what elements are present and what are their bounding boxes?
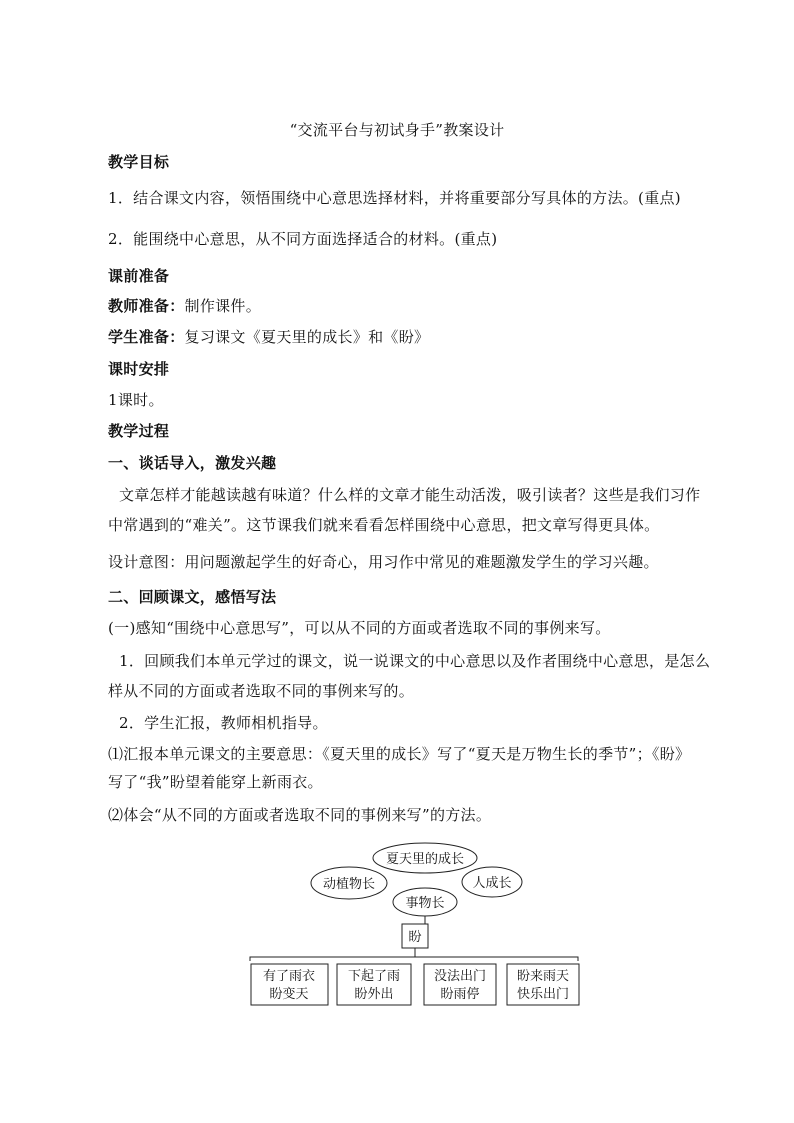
box-3-line2: 盼雨停: [440, 987, 480, 1002]
oval-right-label: 人成长: [472, 876, 512, 891]
part2-item1-line1: 1．回顾我们本单元学过的课文，说一说课文的中心意思以及作者围绕中心意思，是怎么: [119, 652, 711, 670]
goal-2: 2．能围绕中心意思，从不同方面选择适合的材料。(重点): [108, 230, 498, 248]
part2-item2: 2．学生汇报，教师相机指导。: [119, 714, 328, 732]
teacher-prep-text: 制作课件。: [184, 297, 262, 315]
part2-item1-line2: 样从不同的方面或者选取不同的事例来写的。: [108, 682, 415, 700]
part2-sub1: (一)感知“围绕中心意思写”，可以从不同的方面或者选取不同的事例来写。: [108, 619, 611, 637]
goal-1: 1．结合课文内容，领悟围绕中心意思选择材料，并将重要部分写具体的方法。(重点): [108, 189, 681, 207]
student-prep-text: 复习课文《夏天里的成长》和《盼》: [184, 328, 430, 346]
student-prep-label: 学生准备：: [108, 328, 185, 346]
schedule-heading: 课时安排: [108, 360, 170, 378]
process-heading: 教学过程: [108, 422, 170, 440]
part2-point2: ⑵体会“从不同的方面或者选取不同的事例来写”的方法。: [108, 806, 492, 824]
page-title: “交流平台与初试身手”教案设计: [289, 121, 505, 139]
box-3-line1: 没法出门: [433, 969, 487, 984]
part2-point1-line2: 写了“我”盼望着能穿上新雨衣。: [108, 773, 323, 791]
box-2-line2: 盼外出: [354, 987, 394, 1002]
oval-middle-label: 事物长: [405, 896, 445, 911]
oval-left-label: 动植物长: [322, 877, 376, 892]
oval-top-label: 夏天里的成长: [385, 852, 465, 867]
box-4-line1: 盼来雨天: [516, 969, 570, 984]
part1-paragraph-line1: 文章怎样才能越读越有味道？什么样的文章才能生动活泼，吸引读者？这些是我们习作: [119, 486, 701, 504]
box-1-line1: 有了雨衣: [262, 969, 316, 984]
schedule-text: 1课时。: [108, 391, 164, 409]
box-4-line2: 快乐出门: [516, 987, 570, 1002]
box-1-line2: 盼变天: [269, 987, 309, 1002]
center-box-label: 盼: [408, 930, 422, 945]
bracket-line: [250, 957, 578, 961]
box-2-line1: 下起了雨: [347, 969, 401, 984]
part1-heading: 一、谈话导入，激发兴趣: [108, 454, 277, 472]
goals-heading: 教学目标: [108, 153, 170, 171]
part1-paragraph-line2: 中常遇到的“难关”。这节课我们就来看看怎样围绕中心意思，把文章写得更具体。: [108, 516, 660, 534]
part2-point1-line1: ⑴汇报本单元课文的主要意思：《夏天里的成长》写了“夏天是万物生长的季节”；《盼》: [108, 745, 691, 763]
part1-design-intent: 设计意图：用问题激起学生的好奇心，用习作中常见的难题激发学生的学习兴趣。: [108, 553, 659, 571]
part2-heading: 二、回顾课文，感悟写法: [108, 588, 277, 606]
teacher-prep-label: 教师准备：: [108, 297, 185, 315]
prep-heading: 课前准备: [108, 267, 170, 285]
